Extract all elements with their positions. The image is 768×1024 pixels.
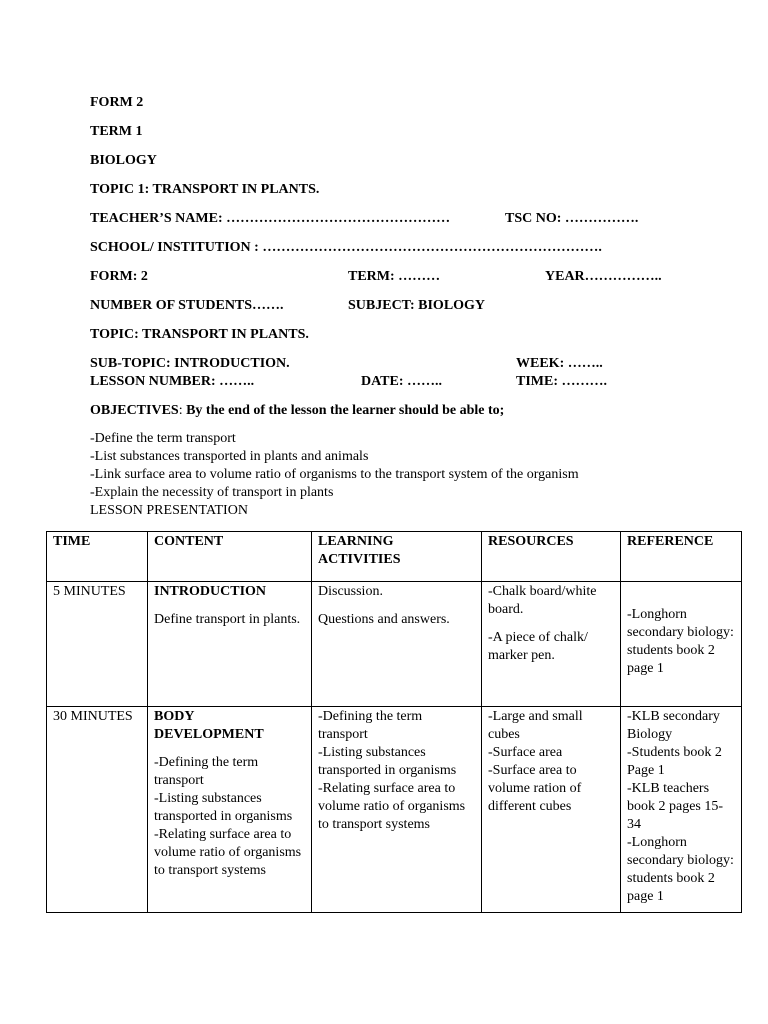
lesson-table (46, 531, 742, 913)
week-field: WEEK: …….. (516, 356, 603, 371)
content-title: INTRODUCTION (154, 584, 267, 599)
objective-item: -Link surface area to volume ratio of organisms to the transport system of the organism (90, 467, 579, 482)
resource-item: -A piece of chalk/ marker pen. (488, 630, 588, 663)
header-content: CONTENT (148, 532, 312, 582)
time-field: TIME: ………. (516, 374, 607, 389)
tsc-no-field: TSC NO: ……………. (505, 211, 639, 226)
cell-reference (621, 582, 742, 707)
objectives-lead: By the end of the lesson the learner should be able to; (182, 403, 505, 418)
header-reference: REFERENCE (621, 532, 742, 582)
activity-item: Questions and answers. (318, 612, 450, 627)
lesson-presentation-heading: LESSON PRESENTATION (90, 503, 248, 518)
cell-content (148, 707, 312, 913)
cell-time: 5 MINUTES (47, 582, 148, 707)
objectives-colon: : (178, 403, 183, 418)
cell-activities (312, 582, 482, 707)
cell-reference: -KLB secondary Biology -Students book 2 Page 1 -KLB teachers book 2 pages 15-34 -Longhorn secondary biology: students book 2 page 1 (621, 707, 742, 913)
table-row (47, 707, 742, 913)
cell-content (148, 582, 312, 707)
content-body: -Defining the term transport -Listing substances transported in organisms -Relating surface area to volume ratio of organisms to transport systems (154, 755, 302, 878)
content-title: BODY DEVELOPMENT (154, 709, 264, 742)
header-learning-activities: LEARNING ACTIVITIES (312, 532, 482, 582)
subtopic-field: SUB-TOPIC: INTRODUCTION. (90, 356, 290, 371)
school-field: SCHOOL/ INSTITUTION : ………………………………………………………………. (90, 240, 602, 255)
form-heading: FORM 2 (90, 95, 144, 110)
cell-resources (482, 582, 621, 707)
lesson-number-field: LESSON NUMBER: …….. (90, 374, 255, 389)
cell-resources: -Large and small cubes -Surface area -Surface area to volume ration of different cubes (482, 707, 621, 913)
resource-item: -Chalk board/white board. (488, 584, 597, 617)
table-row (47, 582, 742, 707)
objectives-heading (90, 402, 504, 420)
activity-item: Discussion. (318, 584, 383, 599)
reference-item: -Longhorn secondary biology: students book 2 page 1 (627, 606, 734, 676)
objective-item: -Explain the necessity of transport in plants (90, 485, 334, 500)
term-field: TERM: ……… (348, 269, 441, 284)
header-time: TIME (47, 532, 148, 582)
header-resources: RESOURCES (482, 532, 621, 582)
content-body: Define transport in plants. (154, 612, 301, 627)
table-header-row (47, 532, 742, 582)
topic-heading: TOPIC 1: TRANSPORT IN PLANTS. (90, 182, 320, 197)
subject-field: SUBJECT: BIOLOGY (348, 298, 486, 313)
objective-item: -List substances transported in plants and animals (90, 449, 369, 464)
term-heading: TERM 1 (90, 124, 143, 139)
cell-time: 30 MINUTES (47, 707, 148, 913)
topic-field: TOPIC: TRANSPORT IN PLANTS. (90, 327, 309, 342)
objective-item: -Define the term transport (90, 431, 236, 446)
year-field: YEAR…………….. (545, 269, 662, 284)
objectives-list (90, 430, 730, 520)
form-field: FORM: 2 (90, 269, 148, 284)
objectives-label: OBJECTIVES (90, 403, 179, 418)
students-field: NUMBER OF STUDENTS……. (90, 298, 284, 313)
date-field: DATE: …….. (361, 374, 443, 389)
cell-activities: -Defining the term transport -Listing substances transported in organisms -Relating surface area to volume ratio of organisms to transport systems (312, 707, 482, 913)
teacher-name-field: TEACHER’S NAME: ………………………………………… (90, 211, 451, 226)
subject-heading: BIOLOGY (90, 153, 157, 168)
